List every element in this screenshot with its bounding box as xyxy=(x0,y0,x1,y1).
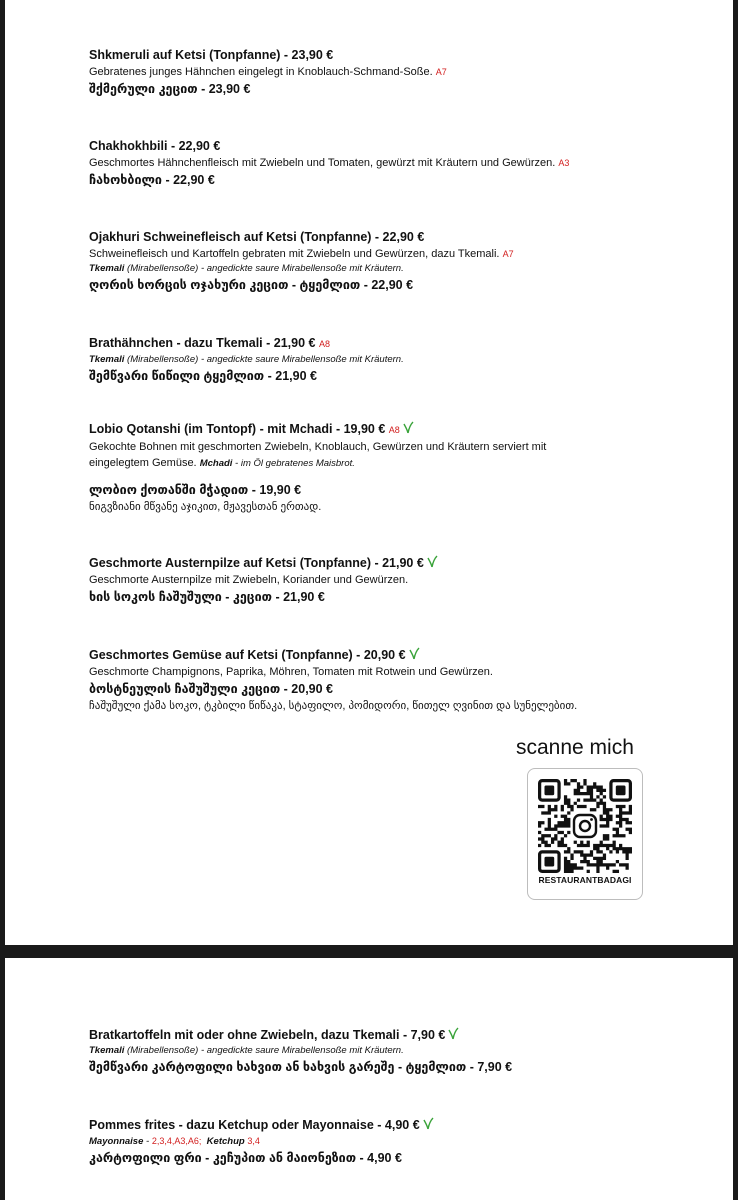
menu-item-austernpilze xyxy=(89,555,709,606)
instagram-qr-card[interactable] xyxy=(527,768,643,900)
menu-item-chakhokhbili xyxy=(89,138,709,189)
allergen-code: 2,3,4,A3,A6; xyxy=(151,1136,202,1146)
menu-item-pommes xyxy=(89,1117,709,1167)
item-description: Gekochte Bohnen mit geschmorten Zwiebeln, Knoblauch, Gewürzen und Kräutern serviert mit eingelegtem Gemüse. Mchadi - im Öl gebratenes Maisbrot. xyxy=(89,441,547,469)
item-georgian-title: ღორის ხორცის ოჯახური კეცით - ტყემლით - 22,90 € xyxy=(89,278,414,292)
item-description: Schweinefleisch und Kartoffeln gebraten mit Zwiebeln und Gewürzen, dazu Tkemali. A7 xyxy=(89,248,514,260)
leaf-icon xyxy=(409,647,420,660)
item-description: Geschmortes Hähnchenfleisch mit Zwiebeln und Tomaten, gewürzt mit Kräutern und Gewürzen. A3 xyxy=(89,157,570,169)
instagram-icon xyxy=(572,813,598,839)
item-title: Ojakhuri Schweinefleisch auf Ketsi (Tonpfanne) - 22,90 € xyxy=(89,230,425,244)
item-note: Tkemali (Mirabellensoße) - angedickte saure Mirabellensoße mit Kräutern. xyxy=(89,354,404,365)
item-note: Tkemali (Mirabellensoße) - angedickte saure Mirabellensoße mit Kräutern. xyxy=(89,263,404,274)
item-description: Geschmorte Austernpilze mit Zwiebeln, Koriander und Gewürzen. xyxy=(89,574,409,586)
item-description: Geschmorte Champignons, Paprika, Möhren, Tomaten mit Rotwein und Gewürzen. xyxy=(89,666,493,678)
allergen-code: A3 xyxy=(558,158,570,168)
item-georgian-description: ნიგვზიანი მწვანე აჯიკით, მჟავესთან ერთად. xyxy=(89,501,322,513)
item-description: Gebratenes junges Hähnchen eingelegt in Knoblauch-Schmand-Soße. A7 xyxy=(89,66,447,78)
item-title: Lobio Qotanshi (im Tontopf) - mit Mchadi - 19,90 € A8 xyxy=(89,421,709,439)
instagram-handle: RESTAURANTBADAGI xyxy=(538,875,632,885)
item-georgian-title: ბოსტნეულის ჩაშუშული კეცით - 20,90 € xyxy=(89,682,333,696)
item-title: Pommes frites - dazu Ketchup oder Mayonnaise - 4,90 € xyxy=(89,1117,709,1134)
leaf-icon xyxy=(448,1027,459,1040)
menu-item-bratkartoffeln xyxy=(89,1027,709,1076)
item-title: Brathähnchen - dazu Tkemali - 21,90 € A8 xyxy=(89,336,330,350)
qr-caption: scanne mich xyxy=(516,736,634,759)
allergen-code: A7 xyxy=(502,249,514,259)
item-title: Geschmorte Austernpilze auf Ketsi (Tonpfanne) - 21,90 € xyxy=(89,555,709,572)
item-georgian-title: შემწვარი წიწილი ტყემლით - 21,90 € xyxy=(89,369,317,383)
menu-page-2 xyxy=(5,958,733,1200)
item-georgian-title: ხის სოკოს ჩაშუშული - კეცით - 21,90 € xyxy=(89,590,325,604)
item-georgian-title: შქმერული კეცით - 23,90 € xyxy=(89,82,251,96)
allergen-code: A7 xyxy=(435,67,447,77)
item-title: Geschmortes Gemüse auf Ketsi (Tonpfanne) - 20,90 € xyxy=(89,647,709,664)
item-title: Chakhokhbili - 22,90 € xyxy=(89,139,221,153)
item-note: Tkemali (Mirabellensoße) - angedickte saure Mirabellensoße mit Kräutern. xyxy=(89,1045,404,1056)
item-title: Shkmeruli auf Ketsi (Tonpfanne) - 23,90 € xyxy=(89,48,334,62)
menu-item-shkmeruli xyxy=(89,47,709,98)
leaf-icon xyxy=(403,421,414,434)
qr-code-icon xyxy=(538,779,632,873)
allergen-code: A8 xyxy=(318,339,330,349)
allergen-code: A8 xyxy=(388,425,400,435)
item-georgian-description: ჩაშუშული ქამა სოკო, ტკბილი წიწაკა, სტაფილო, პომიდორი, წითელ ღვინით და სუნელებით. xyxy=(89,700,578,712)
item-note: Mayonnaise - 2,3,4,A3,A6; Ketchup 3,4 xyxy=(89,1136,260,1147)
menu-item-lobio xyxy=(89,421,709,515)
item-georgian-title: ჩახოხბილი - 22,90 € xyxy=(89,173,215,187)
item-georgian-title: შემწვარი კარტოფილი ხახვით ან ხახვის გარეშე - ტყემლით - 7,90 € xyxy=(89,1060,513,1074)
menu-item-gemuese xyxy=(89,647,709,714)
allergen-code: 3,4 xyxy=(247,1136,260,1146)
item-georgian-title: ლობიო ქოთანში მჭადით - 19,90 € xyxy=(89,483,302,497)
item-georgian-title: კარტოფილი ფრი - კეჩუპით ან მაიონეზით - 4,90 € xyxy=(89,1151,402,1165)
item-title: Bratkartoffeln mit oder ohne Zwiebeln, dazu Tkemali - 7,90 € xyxy=(89,1027,709,1044)
menu-item-brathaehnchen xyxy=(89,335,709,385)
menu-item-ojakhuri xyxy=(89,229,709,294)
leaf-icon xyxy=(427,555,438,568)
menu-page-1 xyxy=(5,0,733,945)
leaf-icon xyxy=(423,1117,434,1130)
